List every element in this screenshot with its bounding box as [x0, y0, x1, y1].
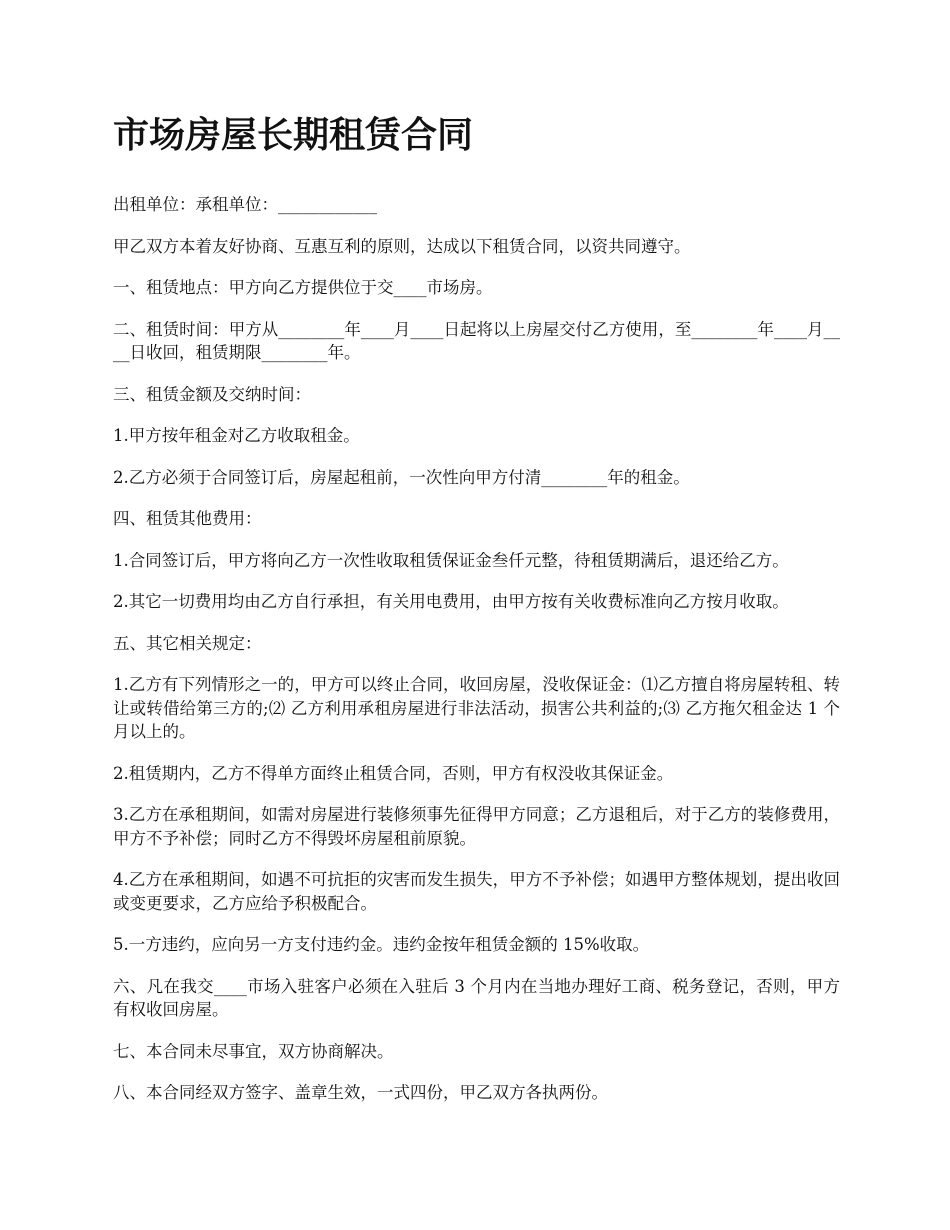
clause-5-item-1: 1.乙方有下列情形之一的，甲方可以终止合同，收回房屋，没收保证金：⑴乙方擅自将房屋转租、转让或转借给第三方的;⑵ 乙方利用承租房屋进行非法活动，损害公共利益的;⑶ 乙方拖欠租金达 1 个月以上的。 — [113, 675, 840, 741]
clause-5-item-3: 3.乙方在承租期间，如需对房屋进行装修须事先征得甲方同意；乙方退租后，对于乙方的装修费用，甲方不予补偿；同时乙方不得毁坏房屋租前原貌。 — [113, 805, 840, 848]
clause-4-item-2: 2.其它一切费用均由乙方自行承担，有关用电费用，由甲方按有关收费标准向乙方按月收取。 — [113, 592, 789, 611]
clause-3-heading: 三、租赁金额及交纳时间： — [113, 384, 311, 404]
clause-5-item-5: 5.一方违约，应向另一方支付违约金。违约金按年租赁金额的 15%收取。 — [113, 935, 650, 954]
document-page — [113, 108, 840, 1123]
clause-5-item-4: 4.乙方在承租期间，如遇不可抗拒的灾害而发生损失，甲方不予补偿；如遇甲方整体规划，提出收回或变更要求，乙方应给予积极配合。 — [113, 870, 840, 913]
clause-4-item-1: 1.合同签订后，甲方将向乙方一次性收取租赁保证金叁仟元整，待租赁期满后，退还给乙方。 — [113, 550, 789, 570]
preamble-paragraph: 甲乙双方本着友好协商、互惠互利的原则，达成以下租赁合同，以资共同遵守。 — [113, 236, 691, 256]
clause-1-location: 一、租赁地点：甲方向乙方提供位于交____市场房。 — [113, 278, 493, 297]
clause-3-item-1: 1.甲方按年租金对乙方收取租金。 — [113, 426, 360, 445]
document-title: 市场房屋长期租赁合同 — [113, 114, 474, 156]
clause-7: 七、本合同未尽事宜，双方协商解决。 — [113, 1041, 394, 1061]
clause-5-item-2: 2.租赁期内，乙方不得单方面终止租赁合同，否则，甲方有权没收其保证金。 — [113, 763, 674, 783]
clause-2-term: 二、租赁时间：甲方从________年____月____日起将以上房屋交付乙方使用，至________年____月____日收回，租赁期限________年。 — [113, 319, 840, 362]
parties-line: 出租单位：承租单位：____________ — [113, 195, 377, 214]
clause-4-heading: 四、租赁其他费用： — [113, 509, 262, 528]
clause-8: 八、本合同经双方签字、盖章生效，一式四份，甲乙双方各执两份。 — [113, 1083, 608, 1102]
clause-5-heading: 五、其它相关规定： — [113, 633, 262, 653]
clause-6: 六、凡在我交____市场入驻客户必须在入驻后 3 个月内在当地办理好工商、税务登记，否则，甲方有权收回房屋。 — [113, 976, 840, 1019]
clause-3-item-2: 2.乙方必须于合同签订后，房屋起租前，一次性向甲方付清________年的租金。 — [113, 467, 690, 487]
